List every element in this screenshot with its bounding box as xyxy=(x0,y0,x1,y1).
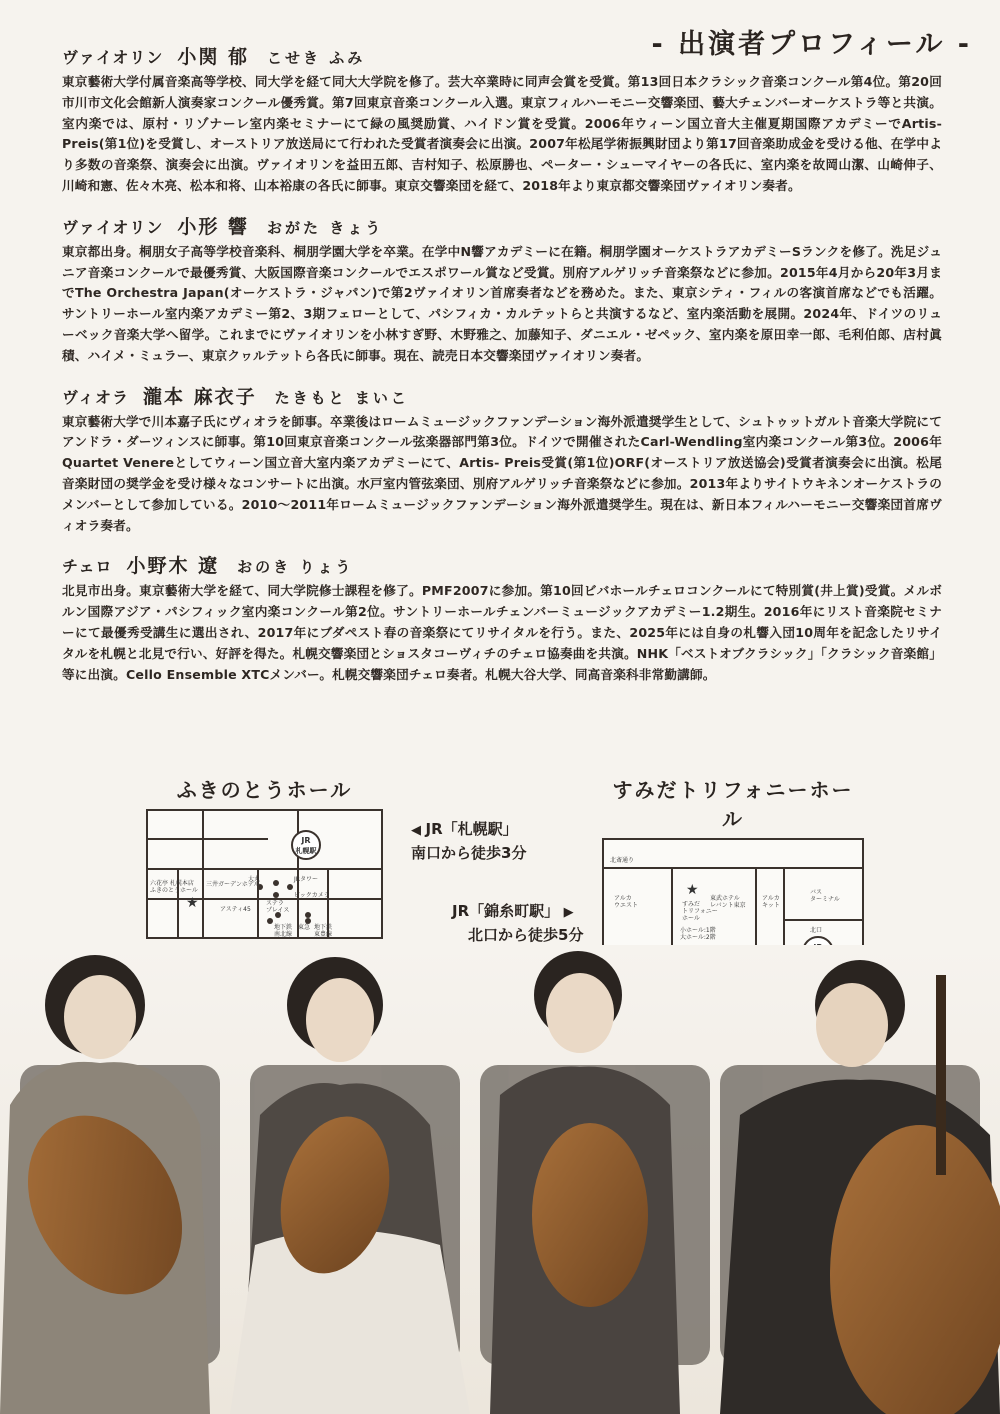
hall-star-icon: ★ xyxy=(186,895,199,911)
label-hotel-right: 東武ホテルレバント東京 xyxy=(710,895,746,909)
map-sumida xyxy=(602,774,864,974)
label-hotel: 三井ガーデンホテル xyxy=(206,881,260,888)
label-jr-tower: JRタワー xyxy=(294,876,318,883)
profile-name: 小形 響 xyxy=(177,215,249,238)
map-area-left xyxy=(146,809,383,939)
map-title-left: ふきのとうホール xyxy=(176,778,353,802)
label-bus: バスターミナル xyxy=(810,889,840,903)
profile-role: ヴィオラ xyxy=(62,387,130,407)
label-arca-kit: アルカキット xyxy=(762,895,780,909)
profile-role: チェロ xyxy=(62,557,113,577)
profile-name: 小関 郁 xyxy=(177,46,249,68)
profile-kana: たきもと まいこ xyxy=(274,388,409,407)
access-line2: 北口から徒歩5分 xyxy=(468,926,584,944)
left-arrow-icon: ◀ xyxy=(411,823,426,838)
page-title: - 出演者プロフィール - xyxy=(651,29,972,60)
profile-kana: おがた きょう xyxy=(267,218,384,237)
hall-star-icon: ★ xyxy=(686,882,699,898)
label-subway1: 地下鉄南北線 xyxy=(274,924,293,937)
right-arrow-icon: ▶ xyxy=(559,905,574,920)
profile-role: ヴァイオリン xyxy=(62,48,164,67)
quartet-photo xyxy=(0,945,1000,1414)
profile-kana: こせき ふみ xyxy=(267,49,366,67)
profile-role: ヴァイオリン xyxy=(62,217,164,237)
access-kinshicho xyxy=(452,900,583,947)
profile-takimoto xyxy=(62,384,942,537)
profile-koseki xyxy=(62,44,942,197)
profile-bio: 北見市出身。東京藝術大学を経て、同大学院修士課程を修了。PMF2007に参加。第10回ビバホールチェロコンクールにて特別賞(井上賞)受賞。メルボルン国際アジア・パシフィック室内楽コンクール第2位。サントリーホールチェンバーミュージックアカデミー1.2期生。2016年にリスト音楽院セミナーにて最優秀受講生に選出され、2017年にブダペスト春の音楽祭にてリサイタルを行う。また、2025年には自身の札響入団10周年を記念したリサイタルを札幌と北見で行い、好評を得た。札幌交響楽団とショスタコーヴィチのチェロ協奏曲を共演。NHK「ベストオブクラシック」「クラシック音楽館」等に出演。Cello Ensemble XTCメンバー。札幌交響楽団チェロ奏者。札幌大谷大学、同高音楽科非常勤講師。 xyxy=(62,583,942,682)
label-halls: 小ホール:1階大ホール:2階 xyxy=(680,927,716,941)
label-street: 北斎通り xyxy=(610,857,635,864)
station-mark-left: JR xyxy=(301,836,311,845)
profile-bio: 東京藝術大学付属音楽高等学校、同大学を経て同大大学院を修了。芸大卒業時に同声会賞を受賞。第13回日本クラシック音楽コンクール第4位。第20回市川市文化会館新人演奏家コンクール優秀賞。第7回東京音楽コンクール入選。東京フィルハーモニー交響楽団、藝大チェンバーオーケストラ等と共演。室内楽では、原村・リゾナーレ室内楽セミナーにて緑の風奨励賞、ハイドン賞を受賞。2006年ウィーン国立音大主催夏期国際アカデミーでArtis-Preis(第1位)を受賞し、オーストリア放送局にて行われた受賞者演奏会に出演。2007年松尾学術振興財団より第17回音楽助成金を受ける他、在学中より多数の音楽祭、演奏会に出演。ヴァイオリンを益田五郎、吉村知子、松原勝也、ペーター・シューマイヤーの各氏に、室内楽を故岡山潔、山崎伸子、川崎和憲、佐々木亮、松本和将、山本裕康の各氏に師事。東京交響楽団を経て、2018年より東京都交響楽団ヴァイオリン奏者。 xyxy=(62,74,942,193)
access-sapporo xyxy=(411,818,526,865)
access-line1: JR「錦糸町駅」 xyxy=(452,902,560,920)
label-subway2: 地下鉄東豊線 xyxy=(314,924,333,937)
map-fukinotou xyxy=(146,774,383,939)
access-line2: 南口から徒歩3分 xyxy=(411,844,527,862)
label-north-exit: 北口 xyxy=(810,927,823,934)
access-line1: JR「札幌駅」 xyxy=(425,820,518,838)
profile-bio: 東京藝術大学で川本嘉子氏にヴィオラを師事。卒業後はロームミュージックファンデーション海外派遣奨学生として、シュトゥットガルト音楽大学院にてアンドラ・ダーツィンスに師事。第10回東京音楽コンクール弦楽器部門第3位。ドイツで開催されたCarl-Wendling室内楽コンクール第3位。2006年Quartet Venereとしてウィーン国立音大室内楽アカデミーにて、Artis- Preis受賞(第1位)ORF(オーストリア放送協会)受賞者演奏会に出演。松尾音楽財団の奨学金を受け様々なコンサートに出演。水戸室内管弦楽団、別府アルゲリッチ音楽祭などに参加。2013年よりサイトウキネンオーケストラのメンバーとして参加している。2010〜2011年ロームミュージックファンデーション海外派遣奨学生。現在は、新日本フィルハーモニー交響楽団首席ヴィオラ奏者。 xyxy=(62,413,942,533)
profile-name: 瀧本 麻衣子 xyxy=(143,385,257,408)
label-daimaru: 大丸 xyxy=(248,876,261,883)
profile-onoki xyxy=(62,553,942,685)
profile-kana: おのき りょう xyxy=(237,558,354,577)
label-bic: ビックカメラ xyxy=(294,892,330,899)
map-title-right: すみだトリフォニーホール xyxy=(612,778,854,831)
profiles-section xyxy=(62,44,942,702)
label-aspia: アスティ45 xyxy=(220,906,251,913)
label-tokyu: 東急 xyxy=(298,924,311,931)
profile-name: 小野木 遼 xyxy=(126,555,220,578)
label-stellar: ステラプレイス xyxy=(266,900,290,914)
label-hall-right: すみだトリフォニーホール xyxy=(682,901,718,922)
label-hall: 六花亭 札幌本店ふきのとうホール xyxy=(150,880,198,894)
profile-bio: 東京都出身。桐朋女子高等学校音楽科、桐朋学園大学を卒業。在学中N響アカデミーに在籍。桐朋学園オーケストラアカデミーSランクを修了。洗足ジュニア音楽コンクールで最優秀賞、大阪国際音楽コンクールでエスポワール賞など受賞。別府アルゲリッチ音楽祭などに参加。2015年4月から20年3月までThe Orchestra Japan(オーケストラ・ジャパン)で第2ヴァイオリン首席奏者などを務めた。また、東京シティ・フィルの客演首席などでも活躍。サントリーホール室内楽アカデミー第2、3期フェローとして、パシフィカ・カルテットらと共演するなど、室内楽活動を展開。2024年、ドイツのリューベック音楽大学へ留学。これまでにヴァイオリンを小林すぎ野、木野雅之、加藤知子、ダニエル・ゼペック、室内楽を原田幸一郎、毛利伯郎、店村眞積、ハイメ・ミュラー、東京クヮルテットら各氏に師事。現在、読売日本交響楽団ヴァイオリン奏者。 xyxy=(62,243,942,363)
station-name-left: 札幌駅 xyxy=(295,847,317,855)
profile-ogata xyxy=(62,214,942,367)
label-arca-west: アルカウエスト xyxy=(614,895,639,909)
